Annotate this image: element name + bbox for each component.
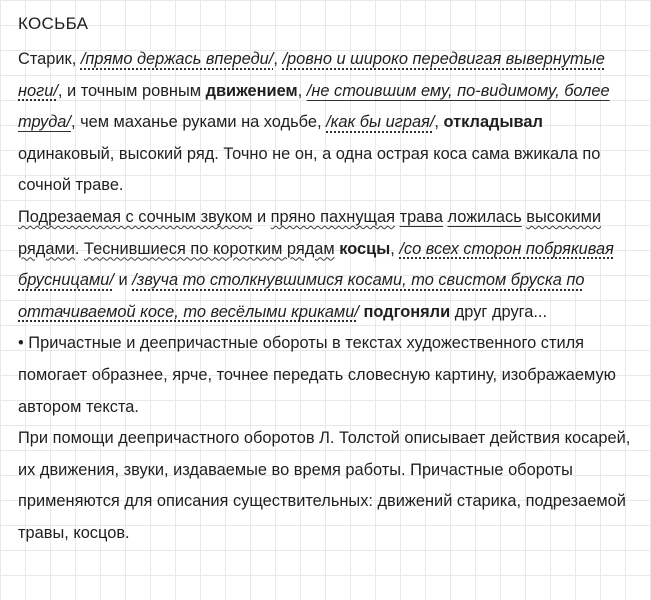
text-run: друг друга...: [450, 302, 548, 321]
text-run: ,: [297, 81, 307, 100]
text-run: .: [74, 239, 85, 258]
text-paragraph-3: • Причастные и деепричастные обороты в текстах художественного стиля помогает образнее, ярче, точнее передать словесную картину, изображаемую автором текста.: [18, 334, 616, 416]
bold-word: косцы: [339, 239, 391, 258]
text-run: ,: [390, 239, 400, 258]
text-run: , и точным ровным: [57, 81, 206, 100]
text-run: , чем маханье руками на ходьбе,: [70, 113, 327, 132]
text-run: и: [252, 207, 271, 226]
adverbial-participle-phrase: /со всех сторон побрякивая брусницами/: [18, 239, 614, 290]
page-title: КОСЬБА: [18, 14, 89, 33]
participial-phrase: /не стоившим ему, по-видимому, более труда/: [18, 81, 610, 132]
text-run: одинаковый, высокий ряд. Точно не он, а одна острая коса сама вжикала по сочной траве.: [18, 144, 601, 195]
text-run: ,: [273, 50, 283, 68]
adverbial-participle-phrase: /как бы играя/: [326, 113, 435, 132]
text-paragraph-1: [18, 44, 641, 202]
participial-phrase: Теснившиеся по коротким рядам: [84, 239, 335, 258]
text-run: Старик,: [18, 50, 81, 68]
participial-phrase: пряно пахнущая: [270, 207, 395, 226]
adverbial-participle-phrase: /звуча то столкнувшимися косами, то свистом бруска по оттачиваемой косе, то весёлыми криками/: [18, 271, 585, 321]
text-paragraph-4: При помощи деепричастного оборотов Л. Толстой описывает действия косарей, их движения, звуки, издаваемые во время работы. Причастные обороты применяются для описания существительных: движений старика, подрезаемой травы, косцов.: [18, 429, 631, 542]
adverbial-participle-phrase: /ровно и широко передвигая вывернутые ноги/: [18, 50, 605, 100]
text-paragraph-2: [18, 202, 641, 328]
predicate-word: ложилась: [447, 207, 522, 226]
bold-word: подгоняли: [363, 302, 451, 321]
subject-word: трава: [399, 207, 443, 226]
text-run: ,: [434, 113, 444, 132]
circumstance-phrase: высокими рядами: [18, 207, 602, 258]
bold-word: откладывал: [443, 113, 543, 132]
bold-word: движением: [205, 81, 298, 100]
text-run: и: [113, 271, 133, 290]
adverbial-participle-phrase: /прямо держась впереди/: [80, 50, 274, 68]
participial-phrase: Подрезаемая с сочным звуком: [18, 207, 253, 226]
